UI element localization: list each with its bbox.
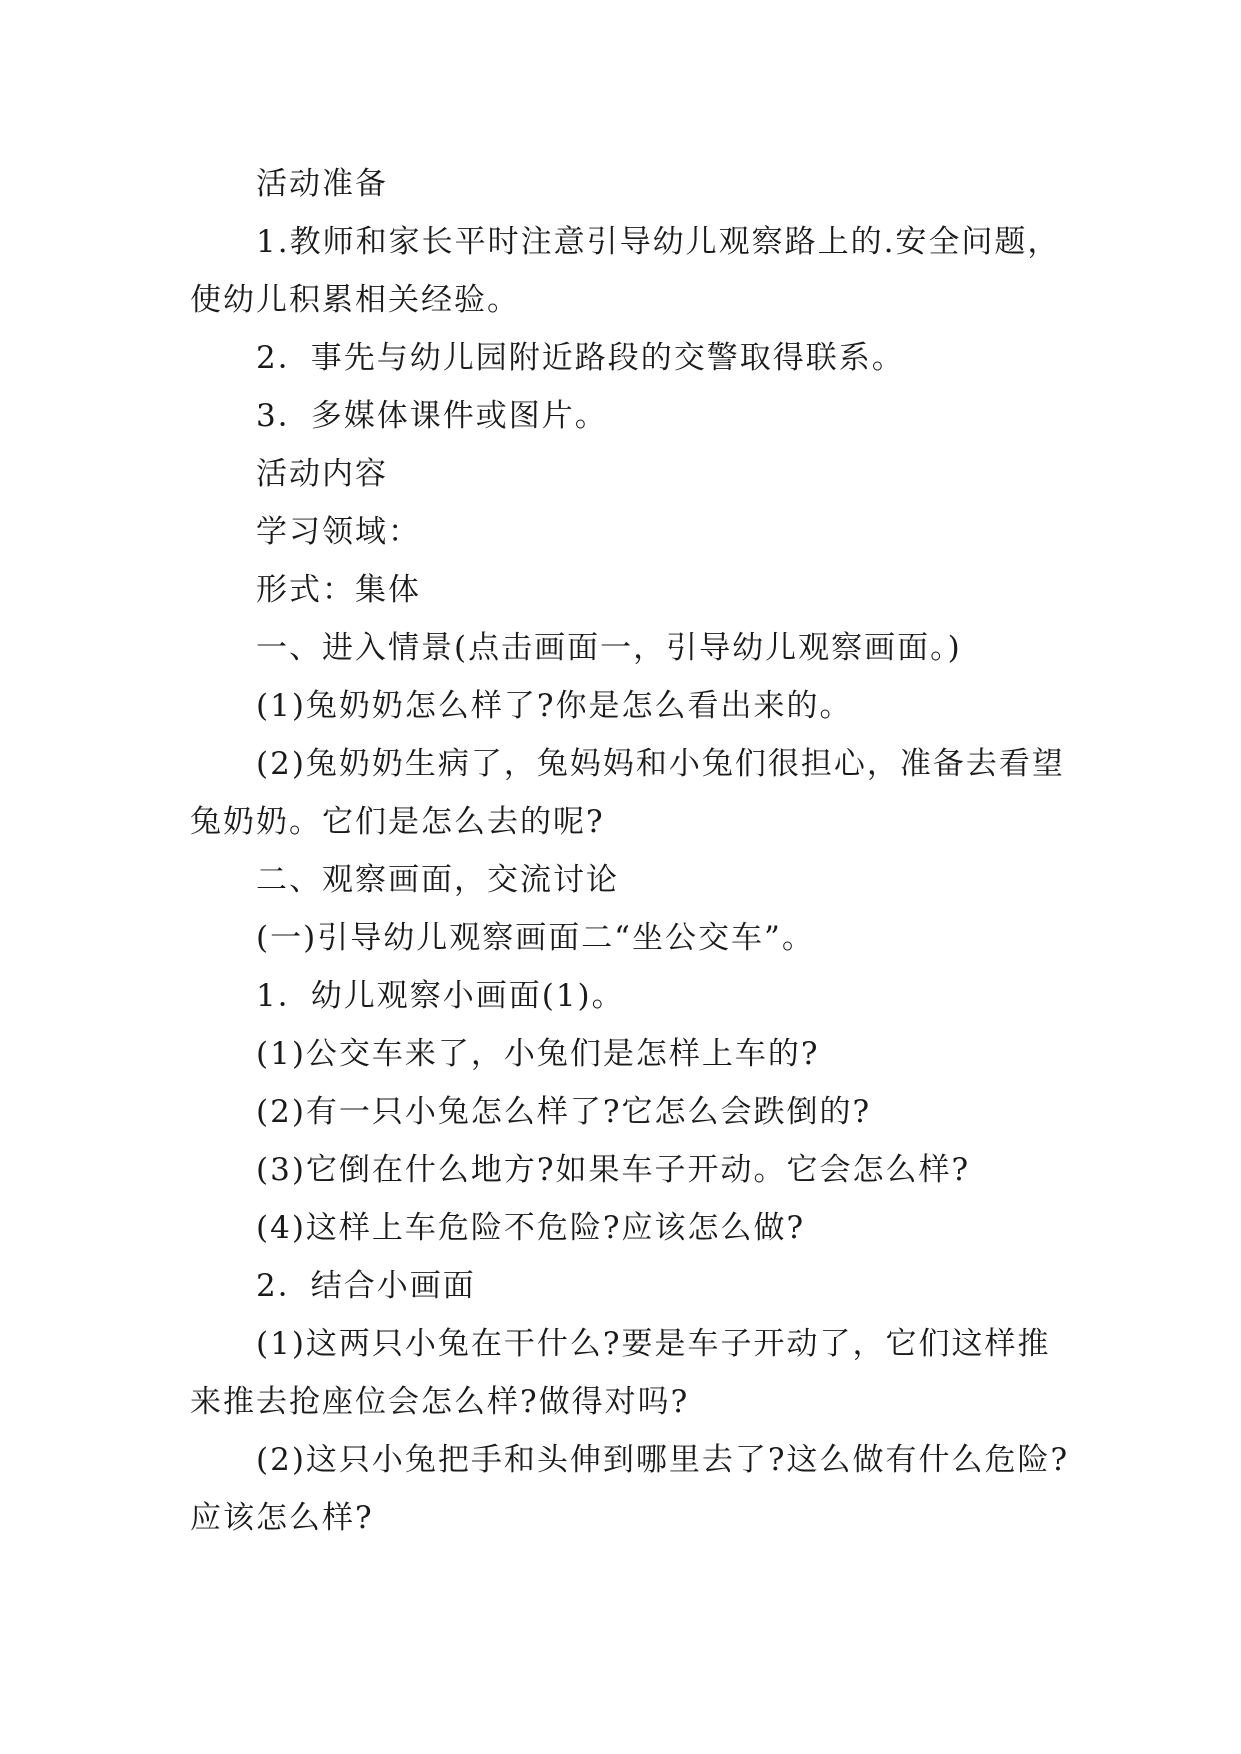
preparation-item-2: 2．事先与幼儿园附近路段的交警取得联系。 <box>256 340 905 376</box>
preparation-item-1: 1.教师和家长平时注意引导幼儿观察路上的.安全问题，使幼儿积累相关经验。 <box>190 224 1061 318</box>
step-2-question-1: (1)这两只小兔在干什么?要是车子开动了，它们这样推来推去抢座位会怎么样?做得对吗? <box>190 1326 1051 1420</box>
step-1-heading: 1．幼儿观察小画面(1)。 <box>256 978 625 1014</box>
section-two-heading: 二、观察画面，交流讨论 <box>256 862 619 898</box>
step-2-question-2: (2)这只小兔把手和头伸到哪里去了?这么做有什么危险?应该怎么样? <box>190 1442 1070 1536</box>
preparation-item-3: 3．多媒体课件或图片。 <box>256 398 608 434</box>
section-one-question-2: (2)兔奶奶生病了，兔妈妈和小兔们很担心，准备去看望兔奶奶。它们是怎么去的呢? <box>190 746 1065 840</box>
activity-form: 形式：集体 <box>256 572 421 608</box>
learning-domain: 学习领域： <box>256 514 421 550</box>
subsection-bus-heading: (一)引导幼儿观察画面二“坐公交车”。 <box>256 920 815 956</box>
document-body <box>190 155 1070 1547</box>
step-1-question-1: (1)公交车来了，小兔们是怎样上车的? <box>256 1036 820 1072</box>
section-one-question-1: (1)兔奶奶怎么样了?你是怎么看出来的。 <box>256 688 853 724</box>
heading-activity-content: 活动内容 <box>256 456 388 492</box>
heading-activity-preparation: 活动准备 <box>256 166 388 202</box>
step-1-question-2: (2)有一只小兔怎么样了?它怎么会跌倒的? <box>256 1094 872 1130</box>
section-one-heading: 一、进入情景(点击画面一，引导幼儿观察画面。) <box>256 630 962 666</box>
step-2-heading: 2．结合小画面 <box>256 1268 476 1304</box>
step-1-question-3: (3)它倒在什么地方?如果车子开动。它会怎么样? <box>256 1152 971 1188</box>
step-1-question-4: (4)这样上车危险不危险?应该怎么做? <box>256 1210 806 1246</box>
